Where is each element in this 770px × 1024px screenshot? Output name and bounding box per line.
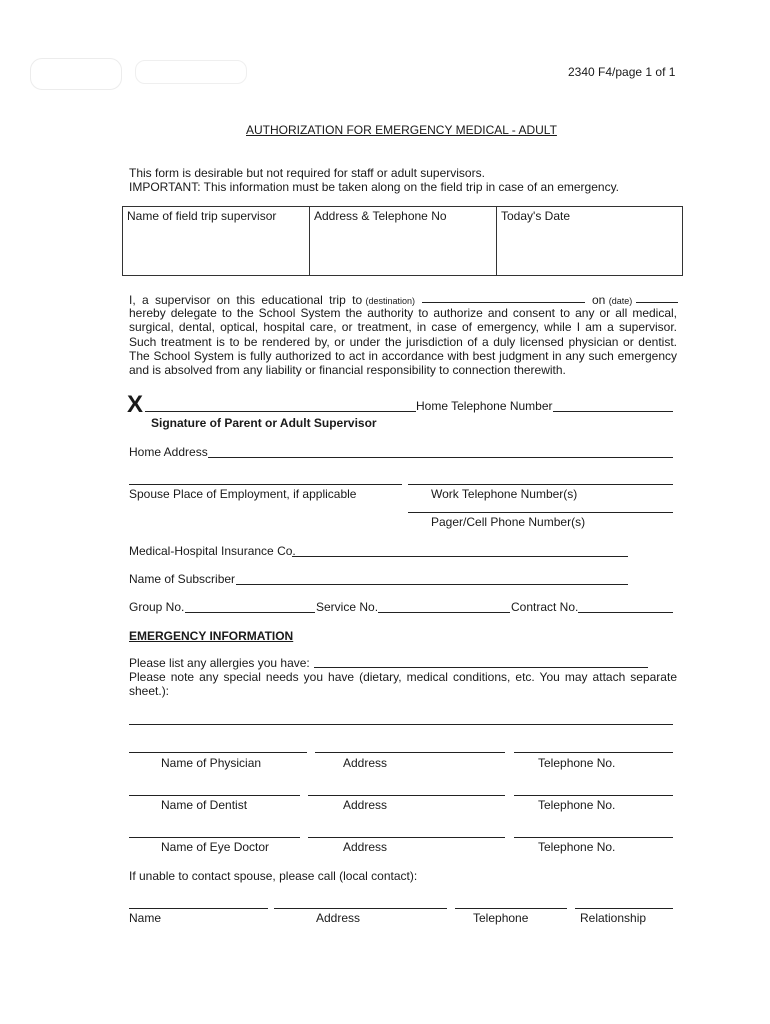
service-no-field[interactable] — [378, 612, 510, 613]
special-needs-field[interactable] — [129, 724, 673, 725]
intro-line-2: IMPORTANT: This information must be taken along on the field trip in case of an emergency. — [129, 180, 620, 194]
physician-phone-field[interactable] — [514, 752, 673, 753]
pager-cell-label: Pager/Cell Phone Number(s) — [431, 515, 586, 529]
signature-field[interactable] — [145, 411, 416, 412]
local-contact-name-field[interactable] — [129, 908, 268, 909]
dentist-phone-label: Telephone No. — [538, 798, 616, 812]
eye-doctor-address-label: Address — [343, 840, 388, 854]
intro-line-1: This form is desirable but not required for staff or adult supervisors. — [129, 166, 485, 180]
spouse-employment-label: Spouse Place of Employment, if applicable — [129, 487, 357, 501]
signature-x-mark: X — [127, 391, 144, 418]
date-field[interactable] — [636, 302, 678, 303]
physician-phone-label: Telephone No. — [538, 756, 616, 770]
scan-artifact — [135, 60, 247, 84]
allergies-label: Please list any allergies you have: — [129, 656, 310, 670]
local-contact-telephone-label: Telephone — [473, 911, 529, 925]
home-phone-field[interactable] — [553, 411, 673, 412]
authorization-intro: I, a supervisor on this educational trip to — [129, 293, 363, 307]
work-phone-field[interactable] — [408, 484, 673, 485]
group-no-field[interactable] — [185, 612, 315, 613]
physician-name-field[interactable] — [129, 752, 307, 753]
local-contact-name-label: Name — [129, 911, 162, 925]
supervisor-name-label: Name of field trip supervisor — [127, 209, 277, 223]
destination-label: (destination) — [365, 296, 415, 306]
dentist-phone-field[interactable] — [514, 795, 673, 796]
special-needs-label: Please note any special needs you have (dietary, medical conditions, etc. You may attach separate sheet.): — [129, 670, 677, 699]
eye-doctor-name-field[interactable] — [129, 837, 300, 838]
emergency-heading: EMERGENCY INFORMATION — [129, 629, 294, 643]
signature-label: Signature of Parent or Adult Supervisor — [151, 416, 377, 430]
home-address-label: Home Address — [129, 445, 208, 459]
date-label: (date) — [608, 296, 633, 306]
authorization-body: hereby delegate to the School System the authority to authorize and consent to any or all medical, surgical, dental, optical, hospital care, or treatment, in case of emergency, while I am a supervisor. Such treatment is to be rendered by, or under the jurisdiction of a duly licensed physician or dentist. The School System is fully authorized to act in accordance with best judgment in any such emergency and is absolved from any liability or financial responsibility to connection therewith. — [129, 306, 677, 378]
home-address-field[interactable] — [208, 457, 673, 458]
eye-doctor-phone-field[interactable] — [514, 837, 673, 838]
local-contact-telephone-field[interactable] — [455, 908, 567, 909]
dentist-address-label: Address — [343, 798, 388, 812]
local-contact-relationship-label: Relationship — [580, 911, 647, 925]
insurance-co-label: Medical-Hospital Insurance Co. — [129, 544, 296, 558]
dentist-name-label: Name of Dentist — [161, 798, 248, 812]
group-no-label: Group No. — [129, 600, 185, 614]
home-phone-label: Home Telephone Number — [416, 399, 553, 413]
physician-name-label: Name of Physician — [161, 756, 262, 770]
insurance-co-field[interactable] — [292, 556, 628, 557]
scan-artifact — [30, 58, 122, 90]
allergies-field[interactable] — [314, 667, 648, 668]
physician-address-field[interactable] — [315, 752, 505, 753]
work-phone-label: Work Telephone Number(s) — [431, 487, 578, 501]
eye-doctor-phone-label: Telephone No. — [538, 840, 616, 854]
supervisor-info-table — [122, 206, 683, 276]
subscriber-label: Name of Subscriber — [129, 572, 236, 586]
dentist-name-field[interactable] — [129, 795, 300, 796]
todays-date-cell[interactable] — [497, 207, 683, 276]
todays-date-label: Today's Date — [501, 209, 570, 223]
contract-no-label: Contract No. — [511, 600, 579, 614]
dentist-address-field[interactable] — [308, 795, 505, 796]
local-contact-relationship-field[interactable] — [575, 908, 673, 909]
eye-doctor-address-field[interactable] — [308, 837, 505, 838]
service-no-label: Service No. — [316, 600, 379, 614]
form-title: AUTHORIZATION FOR EMERGENCY MEDICAL - ADULT — [246, 123, 557, 137]
pager-cell-field[interactable] — [408, 512, 673, 513]
supervisor-name-cell[interactable] — [123, 207, 310, 276]
eye-doctor-name-label: Name of Eye Doctor — [161, 840, 270, 854]
local-contact-address-field[interactable] — [274, 908, 447, 909]
destination-field[interactable] — [422, 302, 585, 303]
spouse-employment-field[interactable] — [129, 484, 402, 485]
on-label: on — [592, 293, 606, 307]
subscriber-field[interactable] — [236, 584, 628, 585]
page-reference: 2340 F4/page 1 of 1 — [568, 65, 676, 79]
contract-no-field[interactable] — [578, 612, 673, 613]
local-contact-prompt: If unable to contact spouse, please call (local contact): — [129, 869, 418, 883]
address-phone-label: Address & Telephone No — [314, 209, 447, 223]
physician-address-label: Address — [343, 756, 388, 770]
address-phone-cell[interactable] — [310, 207, 497, 276]
local-contact-address-label: Address — [316, 911, 361, 925]
on-date-wrap — [592, 293, 632, 307]
